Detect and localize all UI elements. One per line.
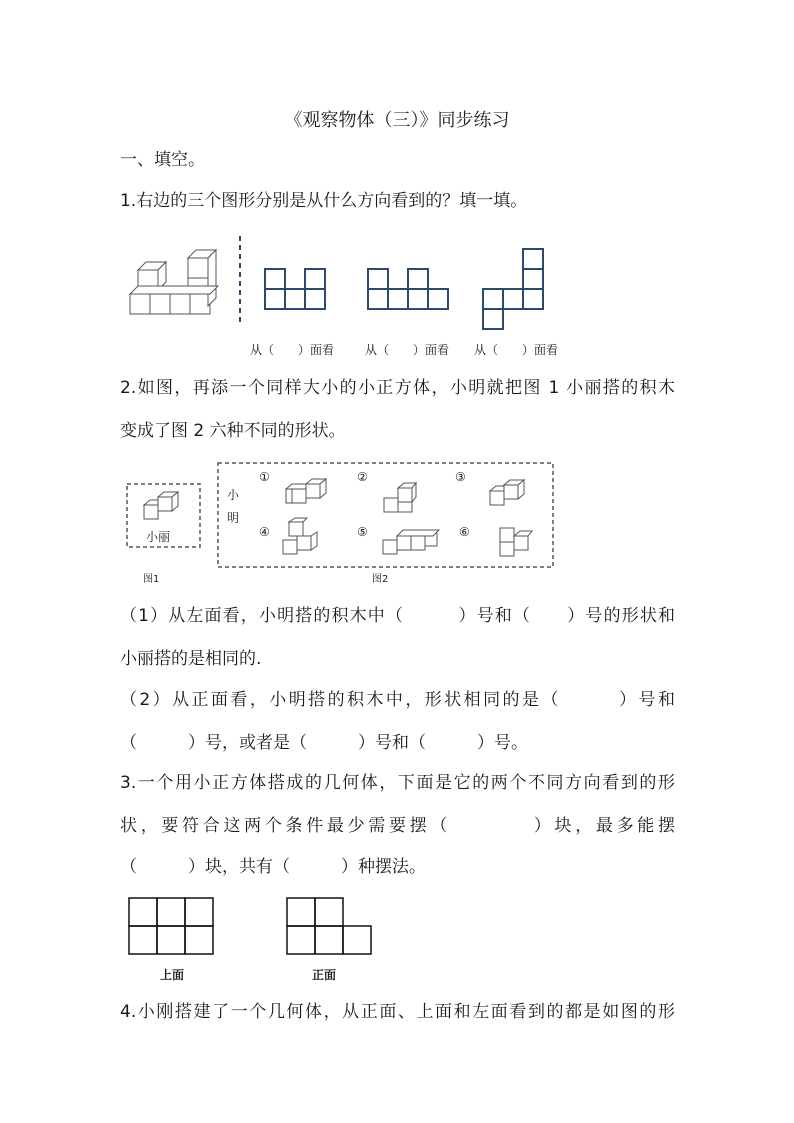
q3-line-1: 3.一个用小正方体搭成的几何体，下面是它的两个不同方向看到的形	[120, 773, 675, 793]
figure-1-label: 小丽	[146, 530, 171, 544]
option-1-number: ①	[259, 470, 270, 484]
q2-sub1-line-2: 小丽搭的是相同的.	[120, 649, 262, 669]
q2-line-1: 2.如图，再添一个同样大小的小正方体，小明就把图 1 小丽搭的积木	[120, 378, 675, 398]
option-3-number: ③	[455, 470, 466, 484]
option-2-number: ②	[357, 470, 368, 484]
q3-top-view-grid	[128, 897, 216, 957]
q1-caption-2: 从（ ）面看	[365, 343, 450, 357]
option-1-cubes	[284, 479, 332, 505]
option-6-number: ⑥	[459, 525, 470, 539]
q1-text: 1.右边的三个图形分别是从什么方向看到的？填一填。	[120, 191, 528, 211]
q1-view-shape-3	[482, 248, 544, 330]
option-6-cubes	[498, 524, 534, 558]
figure-2-side-label-2: 明	[227, 511, 240, 525]
q3-line-3: （ ）块，共有（ ）种摆法。	[120, 857, 426, 877]
option-5-number: ⑤	[357, 525, 368, 539]
q2-sub1-line-1: （1）从左面看，小明搭的积木中（ ）号和（ ）号的形状和	[120, 606, 675, 626]
q2-sub2-line-2: （ ）号，或者是（ ）号和（ ）号。	[120, 733, 528, 753]
q3-top-view-caption: 上面	[160, 968, 185, 982]
section-heading: 一、填空。	[120, 150, 205, 170]
option-5-cubes	[381, 528, 441, 558]
q1-view-shape-2	[367, 268, 449, 310]
q2-line-2: 变成了图 2 六种不同的形状。	[120, 421, 346, 441]
q3-line-2: 状，要符合这两个条件最少需要摆（ ）块，最多能摆	[120, 816, 675, 836]
q1-cube-figure	[128, 250, 228, 318]
option-4-cubes	[281, 518, 321, 556]
q1-caption-3: 从（ ）面看	[474, 343, 559, 357]
figure-2-side-label-1: 小	[227, 488, 240, 502]
q3-front-view-grid	[286, 897, 374, 957]
q4-line-1: 4.小刚搭建了一个几何体，从正面、上面和左面看到的都是如图的形	[120, 1002, 675, 1022]
option-2-cubes	[382, 480, 418, 516]
figure-1-caption: 图1	[143, 574, 160, 585]
option-4-number: ④	[259, 525, 270, 539]
page-title: 《观察物体（三）》同步练习	[284, 110, 510, 131]
option-3-cubes	[488, 479, 532, 509]
q1-view-shape-1	[264, 268, 326, 310]
q2-sub2-line-1: （2）从正面看，小明搭的积木中，形状相同的是（ ）号和	[120, 690, 675, 710]
figure-2-caption: 图2	[372, 574, 389, 585]
q1-dashed-divider	[238, 236, 242, 326]
q1-caption-1: 从（ ）面看	[250, 343, 335, 357]
q3-front-view-caption: 正面	[312, 968, 337, 982]
